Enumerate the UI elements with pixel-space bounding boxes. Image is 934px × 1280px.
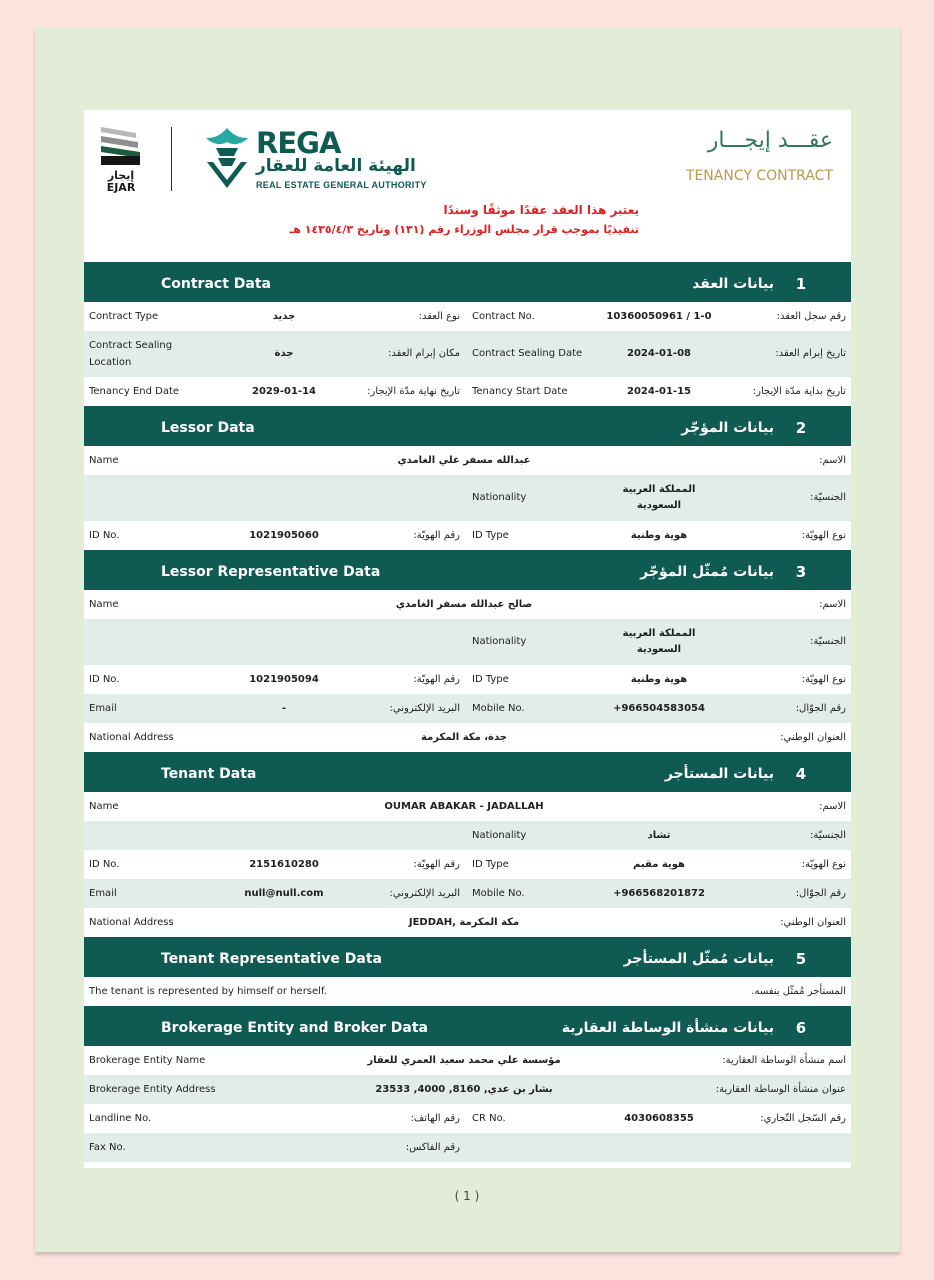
table-row: [84, 850, 851, 879]
fax-label-ar: رقم الفاكس:: [405, 1142, 460, 1153]
section-contract-data: [84, 262, 851, 302]
lessor-name-label-en: Name: [89, 455, 119, 466]
tenant-mobile-label-ar: رقم الجوّال:: [795, 888, 846, 899]
fax-label-en: Fax No.: [89, 1142, 126, 1153]
section-number: 4: [795, 765, 807, 783]
legal-notice-line-1: يعتبر هذا العقد عقدًا موثقًا وسندًا: [443, 203, 639, 217]
landline-label-ar: رقم الهاتف:: [410, 1113, 460, 1124]
rep-email-label-en: Email: [89, 703, 117, 714]
contract-type-value: جديد: [272, 311, 296, 322]
table-row: [84, 694, 851, 723]
lessor-idtype-label-en: ID Type: [472, 530, 509, 541]
tenant-email-label-ar: البريد الإلكتروني:: [389, 888, 460, 899]
section-title-ar: بيانات منشأة الوساطة العقارية: [561, 1020, 774, 1036]
table-row: [84, 619, 851, 665]
tenant-name-value: OUMAR ABAKAR - JADALLAH: [384, 801, 544, 812]
section-title-ar: بيانات مُمثّل المستأجر: [623, 951, 774, 967]
section-tenant-representative: [84, 937, 851, 977]
lessor-nationality-value-line1: المملكة العربية: [622, 484, 696, 495]
section-title-en: Tenant Representative Data: [161, 951, 382, 967]
section-number: 5: [795, 950, 807, 968]
rep-address-label-ar: العنوان الوطني:: [780, 732, 846, 743]
table-row: [84, 521, 851, 550]
section-title-en: Brokerage Entity and Broker Data: [161, 1020, 428, 1036]
table-row: [84, 302, 851, 331]
tenant-address-value: JEDDAH, مكة المكرمة: [408, 917, 520, 928]
rep-id-label-en: ID No.: [89, 674, 120, 685]
broker-name-label-ar: اسم منشأة الوساطة العقارية:: [722, 1055, 846, 1066]
rega-logo-icon: [202, 126, 252, 190]
start-date-value: 2024-01-15: [627, 386, 691, 397]
lessor-name-value: عبدالله مسفر علي الغامدي: [397, 455, 531, 466]
tenant-idtype-label-ar: نوع الهويّة:: [801, 859, 846, 870]
sealing-location-label-ar: مكان إبرام العقد:: [387, 348, 460, 359]
contract-title-ar: عقـــد إيجـــار: [707, 128, 833, 153]
rep-id-label-ar: رقم الهويّة:: [413, 674, 460, 685]
sealing-location-value: جدة: [274, 348, 294, 359]
table-row: [84, 377, 851, 406]
tenant-id-value: 2151610280: [249, 859, 319, 870]
cr-value: 4030608355: [624, 1113, 694, 1124]
tenant-idtype-value: هوية مقيم: [633, 859, 685, 870]
rep-address-value: جدة، مكة المكرمة: [421, 732, 507, 743]
table-row: [84, 1104, 851, 1133]
tenant-nationality-label-ar: الجنسيّة:: [810, 830, 846, 841]
rep-email-value: -: [281, 703, 287, 714]
rep-idtype-value: هوية وطنية: [630, 674, 688, 685]
table-row: [84, 977, 851, 1006]
section-title-en: Lessor Representative Data: [161, 564, 381, 580]
tenant-address-label-en: National Address: [89, 917, 174, 928]
sealing-date-label-en: Contract Sealing Date: [472, 348, 583, 359]
rega-arabic-name: الهيئة العامة للعقار: [256, 156, 416, 176]
table-row: [84, 590, 851, 619]
end-date-value: 2029-01-14: [252, 386, 316, 397]
table-row: [84, 821, 851, 850]
lessor-id-value: 1021905060: [249, 530, 319, 541]
lessor-nationality-label-ar: الجنسيّة:: [810, 492, 846, 503]
section-title-ar: بيانات العقد: [692, 276, 774, 292]
lessor-id-label-en: ID No.: [89, 530, 120, 541]
tenant-id-label-ar: رقم الهويّة:: [413, 859, 460, 870]
rep-name-value: صالح عبدالله مسفر الغامدي: [395, 599, 533, 610]
section-title-en: Lessor Data: [161, 420, 255, 436]
contract-title-en: TENANCY CONTRACT: [685, 168, 833, 184]
section-number: 2: [795, 419, 807, 437]
broker-name-value: مؤسسة علي محمد سعيد العمري للعقار: [367, 1055, 561, 1066]
rega-wordmark: REGA: [256, 126, 341, 160]
section-title-en: Tenant Data: [161, 766, 257, 782]
section-brokerage-data: [84, 1006, 851, 1046]
table-row: [84, 446, 851, 475]
lessor-idtype-value: هوية وطنية: [630, 530, 688, 541]
end-date-label-en: Tenancy End Date: [89, 386, 180, 397]
section-tenant-data: [84, 752, 851, 792]
cr-label-ar: رقم السّجل التّجاري:: [760, 1113, 846, 1124]
tenant-rep-text-en: The tenant is represented by himself or herself.: [89, 986, 327, 997]
table-row: [84, 475, 851, 521]
rega-english-name: REAL ESTATE GENERAL AUTHORITY: [256, 180, 427, 190]
tenant-rep-text-ar: المستأجر مُمثّل بنفسه.: [751, 986, 846, 997]
tenant-name-label-en: Name: [89, 801, 119, 812]
contract-page: [84, 110, 851, 1168]
section-title-ar: بيانات المؤجّر: [681, 420, 774, 436]
tenant-name-label-ar: الاسم:: [819, 801, 846, 812]
table-row: [84, 1133, 851, 1162]
section-lessor-representative: [84, 550, 851, 590]
table-row: [84, 331, 851, 377]
start-date-label-ar: تاريخ بداية مدّة الإيجار:: [752, 386, 846, 397]
rep-mobile-label-en: Mobile No.: [472, 703, 525, 714]
rep-id-value: 1021905094: [249, 674, 319, 685]
section-lessor-data: [84, 406, 851, 446]
table-row: [84, 879, 851, 908]
start-date-label-en: Tenancy Start Date: [472, 386, 568, 397]
rep-name-label-ar: الاسم:: [819, 599, 846, 610]
tenant-email-label-en: Email: [89, 888, 117, 899]
tenant-nationality-label-en: Nationality: [472, 830, 527, 841]
rep-idtype-label-ar: نوع الهويّة:: [801, 674, 846, 685]
rep-nationality-label-en: Nationality: [472, 636, 527, 647]
table-row: [84, 908, 851, 937]
contract-no-label-en: Contract No.: [472, 311, 535, 322]
rep-nationality-value-line2: السعودية: [636, 644, 682, 655]
rep-nationality-value-line1: المملكة العربية: [622, 628, 696, 639]
broker-name-label-en: Brokerage Entity Name: [89, 1055, 206, 1066]
table-row: [84, 792, 851, 821]
tenant-idtype-label-en: ID Type: [472, 859, 509, 870]
cr-label-en: CR No.: [472, 1113, 506, 1124]
table-row: [84, 1046, 851, 1075]
section-title-en: Contract Data: [161, 276, 271, 292]
tenant-email-value: null@null.com: [244, 888, 324, 899]
broker-address-label-en: Brokerage Entity Address: [89, 1084, 216, 1095]
tenant-address-label-ar: العنوان الوطني:: [780, 917, 846, 928]
lessor-name-label-ar: الاسم:: [819, 455, 846, 466]
landline-label-en: Landline No.: [89, 1113, 152, 1124]
rep-name-label-en: Name: [89, 599, 119, 610]
section-title-ar: بيانات مُمثّل المؤجّر: [640, 564, 774, 580]
contract-header: [84, 110, 851, 260]
section-number: 6: [795, 1019, 807, 1037]
lessor-nationality-value-line2: السعودية: [636, 500, 682, 511]
broker-address-value: بشار بن عدي, 8160, 4000, 23533: [375, 1084, 553, 1095]
section-number: 3: [795, 563, 807, 581]
rep-nationality-label-ar: الجنسيّة:: [810, 636, 846, 647]
page-number: ( 1 ): [454, 1189, 480, 1203]
tenant-id-label-en: ID No.: [89, 859, 120, 870]
sealing-date-label-ar: تاريخ إبرام العقد:: [775, 348, 846, 359]
lessor-id-label-ar: رقم الهويّة:: [413, 530, 460, 541]
lessor-idtype-label-ar: نوع الهويّة:: [801, 530, 846, 541]
contract-type-label-ar: نوع العقد:: [418, 311, 460, 322]
ejar-label: إيجار EJAR: [106, 169, 136, 194]
end-date-label-ar: تاريخ نهاية مدّة الإيجار:: [367, 386, 460, 397]
sealing-date-value: 2024-01-08: [627, 348, 691, 359]
sealing-location-label-en: Contract Sealing Location: [89, 340, 173, 368]
rep-address-label-en: National Address: [89, 732, 174, 743]
rep-mobile-value: +966504583054: [613, 703, 705, 714]
lessor-nationality-label-en: Nationality: [472, 492, 527, 503]
logo-divider: [171, 127, 172, 191]
tenant-mobile-label-en: Mobile No.: [472, 888, 525, 899]
section-title-ar: بيانات المستأجر: [664, 766, 774, 782]
legal-notice-line-2: تنفيذيًا بموجب قرار مجلس الوزراء رقم (١٣١) وتاريخ ١٤٣٥/٤/٣ هـ: [289, 223, 639, 236]
table-row: [84, 665, 851, 694]
section-number: 1: [795, 275, 807, 293]
table-row: [84, 1075, 851, 1104]
rep-email-label-ar: البريد الإلكتروني:: [389, 703, 460, 714]
contract-no-label-ar: رقم سجل العقد:: [776, 311, 846, 322]
broker-address-label-ar: عنوان منشأة الوساطة العقارية:: [715, 1084, 846, 1095]
rep-mobile-label-ar: رقم الجوّال:: [795, 703, 846, 714]
contract-no-value: 10360050961 / 1-0: [606, 311, 712, 322]
contract-type-label-en: Contract Type: [89, 311, 159, 322]
tenant-nationality-value: تشاد: [647, 830, 671, 841]
rep-idtype-label-en: ID Type: [472, 674, 509, 685]
tenant-mobile-value: +966568201872: [613, 888, 705, 899]
table-row: [84, 723, 851, 752]
